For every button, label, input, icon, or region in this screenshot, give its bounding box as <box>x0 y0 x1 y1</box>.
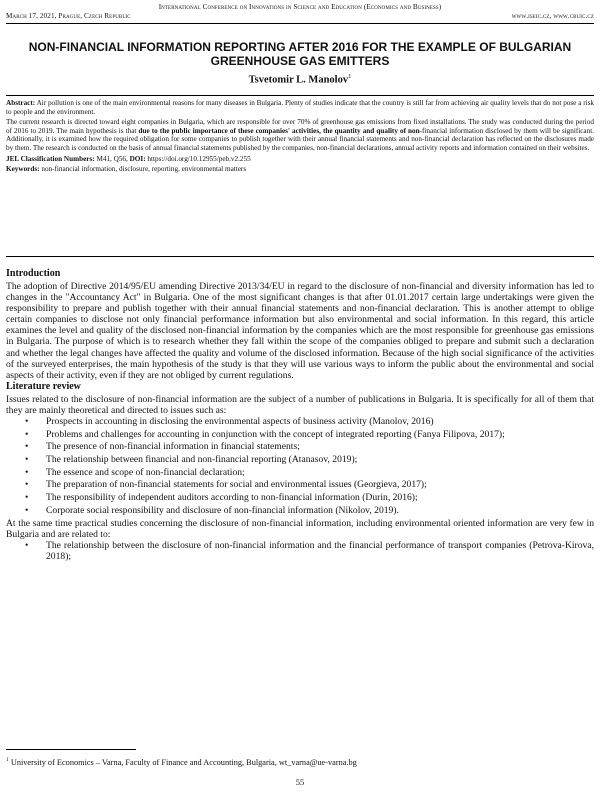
literature-review-paragraph: Issues related to the disclosure of non-financial information are the subject of a number of publications in Bulgaria. It is specifically for all of them that they are mainly theoretical and directed to issues such as: <box>6 393 594 416</box>
introduction-paragraph: The adoption of Directive 2014/95/EU amending Directive 2013/34/EU in regard to the disclosure of non-financial and diversity information has led to changes in the "Accountancy Act" in Bulgaria. One of the most significant changes is that after 01.01.2017 certain large undertakings were given the responsibility to prepare and publish together with their annual financial statements and non-financial declaration. This is another attempt to oblige certain companies to disclose not only financial performance information but also environmental and social information. In this regard, this article examines the level and quality of the disclosed non-financial information by the companies which are the most responsible for greenhouse gas emissions in Bulgaria. The purpose of which is to research whether they fall within the scope of the companies obliged to prepare and submit such a declaration and whether the legal changes have affected the quality and volume of the disclosed information. Because of the high social significance of the activities of the surveyed enterprises, the main hypothesis of the study is that they will use various ways to inform the public about the environmental and social aspects of their activity, even if they are not obliged by current regulations. <box>6 281 594 381</box>
bullet-icon: • <box>25 492 29 504</box>
abstract-paragraph-2 <box>6 118 594 152</box>
footnote-mark: 1 <box>6 757 9 763</box>
bullet-icon: • <box>25 479 29 491</box>
practical-studies-list <box>6 540 594 562</box>
list-item: • Corporate social responsibility and disclosure of non-financial information (Nikolov, 2019). <box>25 504 399 516</box>
list-item: • Prospects in accounting in disclosing the environmental aspects of business activity (Manolov, 2016) <box>25 416 434 428</box>
jel-label: JEL Classification Numbers: <box>6 154 95 163</box>
abstract-label: Abstract: <box>6 99 36 107</box>
bullet-icon: • <box>25 504 29 516</box>
bullet-icon: • <box>25 454 29 466</box>
doi-value[interactable]: https://doi.org/10.12955/peb.v2.255 <box>147 154 251 163</box>
literature-review-heading: Literature review <box>6 380 81 392</box>
abstract-text-2b: due to the public importance of these companies' activities, the quantity and quality of non <box>138 126 420 135</box>
keywords-value: non-financial information, disclosure, reporting, environmental matters <box>41 165 247 174</box>
bullet-icon: • <box>25 428 29 440</box>
footnote-text: University of Economics – Varna, Faculty of Finance and Accounting, Bulgaria, wt_varna@ue-varna.bg <box>10 757 357 767</box>
doi-label: DOI: <box>129 154 146 163</box>
author-name: Tsvetomir L. Manolov <box>248 74 349 86</box>
page-number: 55 <box>295 777 305 787</box>
bullet-icon: • <box>25 539 29 551</box>
keywords-label: Keywords: <box>6 165 40 174</box>
abstract-block <box>6 99 594 176</box>
abstract-text-1: Air pollution is one of the main environmental reasons for many diseases in Bulgaria. Plenty of studies indicate that the country is still far from achieving air quality levels that do not pose a risk to people and the environment. <box>6 99 594 116</box>
jel-doi-line <box>6 155 594 164</box>
abstract-text-2a: The current research is directed toward eight companies in Bulgaria, which are responsible for over 70% of greenhouse gas emissions from fixed installations. The study was conducted during the period of 2016 to 2019. The main hypothesis is that <box>6 118 594 135</box>
bullet-icon: • <box>25 466 29 478</box>
abstract-text-2c: -financial information disclosed by them will be significant. Additionally, it is examined how the required obligation for some companies to publish together with their annual financial statements and non-financial declaration has reflected on the disclosures made by them. The research is conducted on the basis of annual financial statements published by the companies, non-financial declarations, annual activity reports and information contained on their websites. <box>6 126 595 152</box>
conference-name: International Conference on Innovations in Science and Education (Economics and Business) <box>158 3 442 11</box>
header-rule <box>6 23 594 24</box>
abstract-top-rule <box>6 95 594 96</box>
introduction-heading: Introduction <box>6 268 61 279</box>
list-item: • The relationship between the disclosure of non-financial information and the financial performance of transport companies (Petrova-Kirova, 2018); <box>25 539 594 562</box>
bullet-icon: • <box>25 416 29 428</box>
author-line <box>6 71 594 87</box>
list-item: • The relationship between financial and non-financial reporting (Atanasov, 2019); <box>25 454 358 466</box>
conference-websites: www.iseic.cz, www.cbuic.cz <box>511 12 594 20</box>
bullet-icon: • <box>25 441 29 453</box>
main-body <box>6 268 594 564</box>
abstract-bottom-rule <box>6 256 594 257</box>
jel-value: M41, Q56, <box>96 154 128 163</box>
list-item: • Problems and challenges for accounting in conjunction with the concept of integrated reporting (Fanya Filipova, 2017); <box>25 428 505 440</box>
practical-studies-paragraph: At the same time practical studies concerning the disclosure of non-financial information, including environmental oriented information are very few in Bulgaria and are related to: <box>6 517 594 540</box>
running-header <box>6 3 594 21</box>
paper-title: NON-FINANCIAL INFORMATION REPORTING AFTER 2016 FOR THE EXAMPLE OF BULGARIAN GREENHOUSE GAS EMITTERS <box>28 40 572 68</box>
abstract-paragraph-1 <box>6 99 594 116</box>
list-item: • The responsibility of independent auditors according to non-financial information (Durin, 2016); <box>25 492 418 504</box>
footnote-rule <box>6 749 136 750</box>
literature-topics-list <box>6 416 594 516</box>
footnote <box>6 755 594 768</box>
list-item: • The presence of non-financial information in financial statements; <box>25 441 300 453</box>
keywords-line <box>6 165 594 174</box>
list-item: • The essence and scope of non-financial declaration; <box>25 466 245 478</box>
list-item: • The preparation of non-financial statements for social and environmental issues (Georgieva, 2017); <box>25 479 427 491</box>
author-footnote-mark: 1 <box>348 73 352 80</box>
conference-date-place: March 17, 2021, Prague, Czech Republic <box>6 12 131 20</box>
